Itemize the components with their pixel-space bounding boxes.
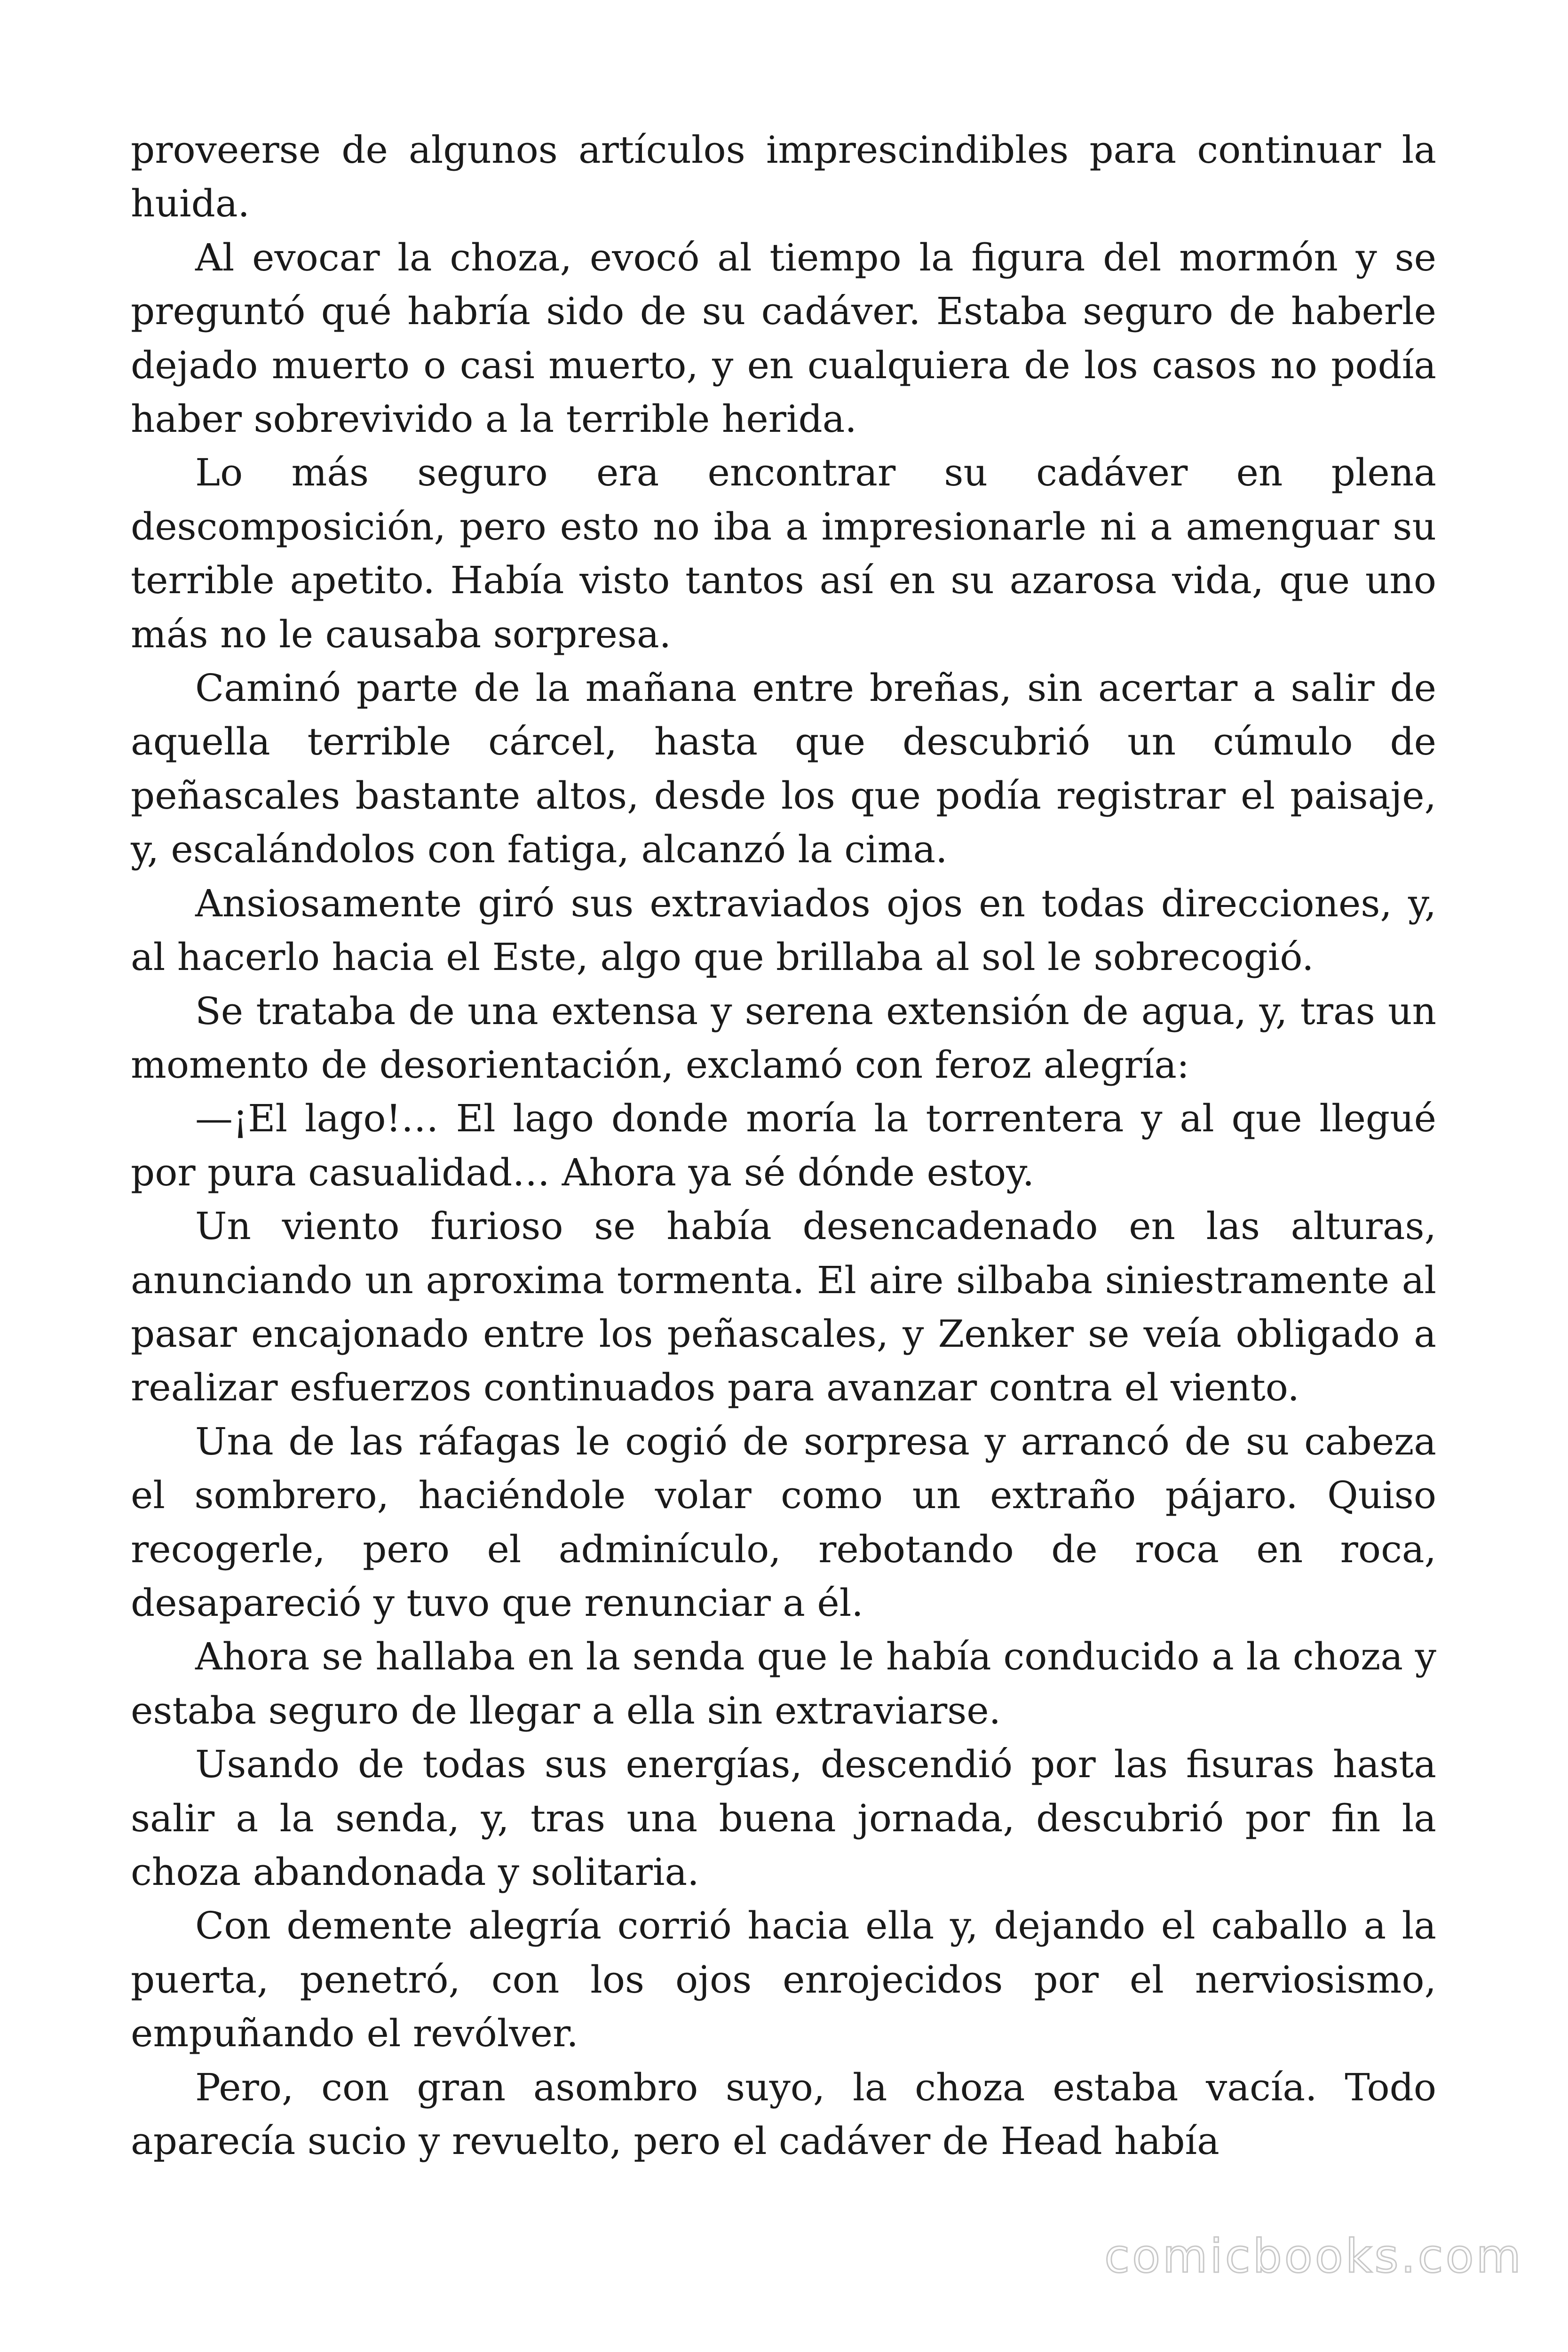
paragraph: Usando de todas sus energías, descendió por las fisuras hasta salir a la senda, y, tras una buena jornada, descubrió por fin la choza abandonada y solitaria. <box>131 1742 1436 1894</box>
paragraph: Ansiosamente giró sus extraviados ojos en todas direcciones, y, al hacerlo hacia el Este, algo que brillaba al sol le sobrecogió. <box>131 881 1436 979</box>
paragraph: Ahora se hallaba en la senda que le había conducido a la choza y estaba seguro de llegar a ella sin extraviarse. <box>131 1635 1436 1732</box>
watermark: comicbooks.com <box>1104 2230 1523 2283</box>
paragraph: Con demente alegría corrió hacia ella y, dejando el caballo a la puerta, penetró, con los ojos enrojecidos por el nerviosismo, empuñando el revólver. <box>131 1904 1436 2056</box>
paragraph: Lo más seguro era encontrar su cadáver en plena descomposición, pero esto no iba a impresionarle ni a amenguar su terrible apetito. Había visto tantos así en su azarosa vida, que uno más no le causaba sorpresa. <box>131 451 1436 656</box>
paragraph: Pero, con gran asombro suyo, la choza estaba vacía. Todo aparecía sucio y revuelto, pero el cadáver de Head había <box>131 2065 1436 2163</box>
paragraph: Al evocar la choza, evocó al tiempo la figura del mormón y se preguntó qué habría sido de su cadáver. Estaba seguro de haberle dejado muerto o casi muerto, y en cualquiera de los casos no podía haber sobrevivido a la terrible herida. <box>131 235 1436 441</box>
body-text <box>131 123 1436 2168</box>
paragraph: Se trataba de una extensa y serena extensión de agua, y, tras un momento de desorientación, exclamó con feroz alegría: <box>131 989 1436 1087</box>
paragraph: Una de las ráfagas le cogió de sorpresa y arrancó de su cabeza el sombrero, haciéndole volar como un extraño pájaro. Quiso recogerle, pero el adminículo, rebotando de roca en roca, desapareció y tuvo que renunciar a él. <box>131 1419 1436 1625</box>
paragraph-continuation: proveerse de algunos artículos imprescindibles para continuar la huida. <box>131 128 1436 226</box>
paragraph: Un viento furioso se había desencadenado en las alturas, anunciando un aproxima tormenta. El aire silbaba siniestramente al pasar encajonado entre los peñascales, y Zenker se veía obligado a realizar esfuerzos continuados para avanzar contra el viento. <box>131 1204 1436 1410</box>
dialogue-paragraph: —¡El lago!… El lago donde moría la torrentera y al que llegué por pura casualidad… Ahora ya sé dónde estoy. <box>131 1097 1436 1194</box>
paragraph: Caminó parte de la mañana entre breñas, sin acertar a salir de aquella terrible cárcel, hasta que descubrió un cúmulo de peñascales bastante altos, desde los que podía registrar el paisaje, y, escalándolos con fatiga, alcanzó la cima. <box>131 666 1436 872</box>
